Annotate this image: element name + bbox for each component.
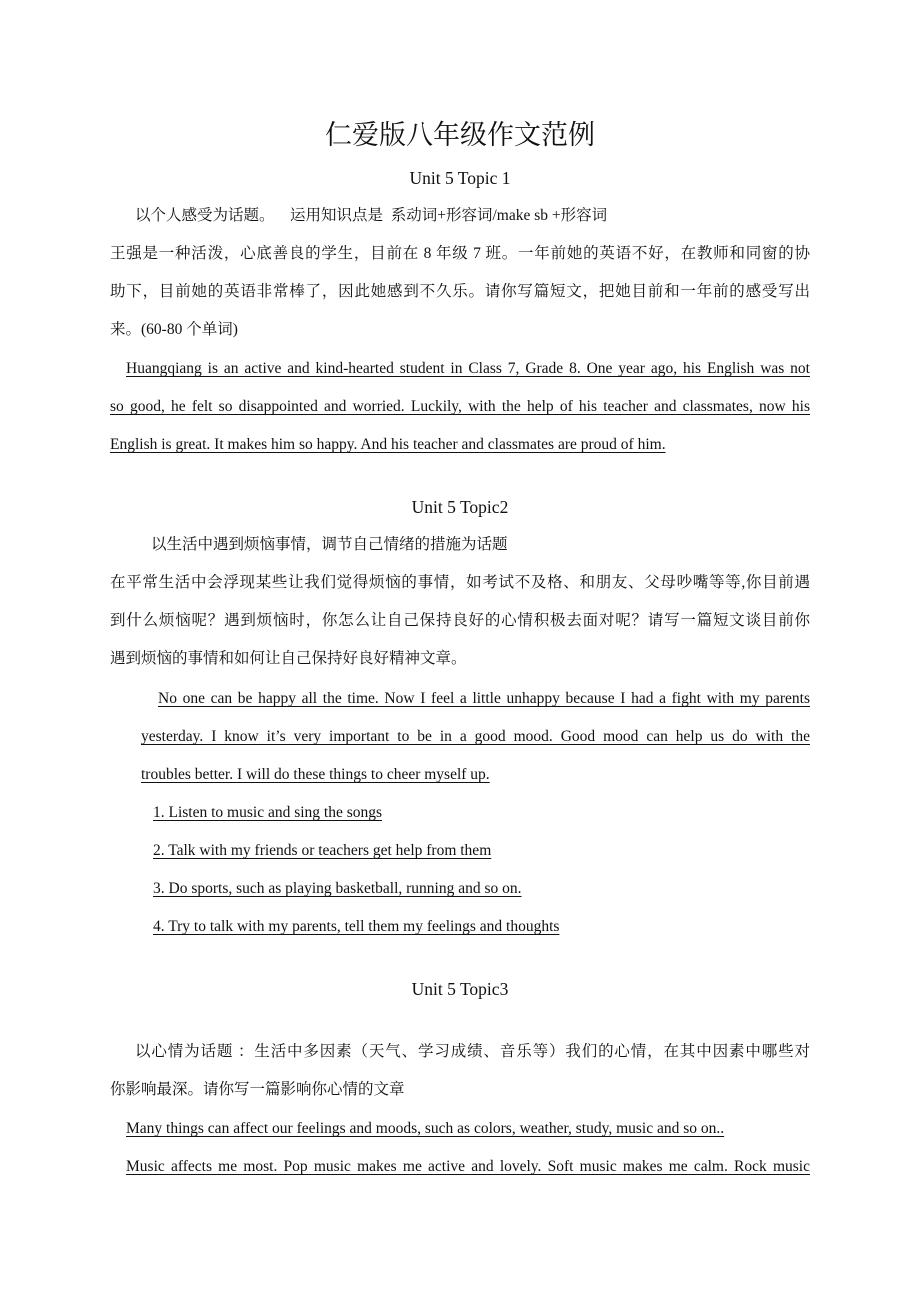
section-heading-unit5-topic1: Unit 5 Topic 1 xyxy=(409,168,511,188)
prompt-line: 遇到烦恼的事情和如何让自己保持好良好精神文章。 xyxy=(110,650,467,667)
list-item: 1. Listen to music and sing the songs xyxy=(153,804,383,821)
topic-line: 以生活中遇到烦恼事情，调节自己情绪的措施为话题 xyxy=(151,536,508,553)
topic-line: 以个人感受为话题。 运用知识点是 系动词+形容词/make sb +形容词 xyxy=(135,207,608,224)
section-heading-unit5-topic2: Unit 5 Topic2 xyxy=(411,497,509,517)
essay-line: Huangqiang is an active and kind-hearted student in Class 7, Grade 8. One year ago, his English was not xyxy=(126,360,810,377)
section-heading-unit5-topic3: Unit 5 Topic3 xyxy=(411,979,509,999)
list-item: 2. Talk with my friends or teachers get help from them xyxy=(153,842,492,859)
prompt-line: 在平常生活中会浮现某些让我们觉得烦恼的事情，如考试不及格、和朋友、父母吵嘴等等,你目前遇 xyxy=(110,574,810,591)
essay-line: No one can be happy all the time. Now I feel a little unhappy because I had a fight with my parents xyxy=(158,690,810,707)
essay-line: Music affects me most. Pop music makes me active and lovely. Soft music makes me calm. Rock music xyxy=(126,1158,810,1175)
prompt-line: 你影响最深。请你写一篇影响你心情的文章 xyxy=(110,1081,405,1098)
page-title: 仁爱版八年级作文范例 xyxy=(325,120,595,150)
essay-line: English is great. It makes him so happy. And his teacher and classmates are proud of him. xyxy=(110,436,666,453)
essay-line: troubles better. I will do these things to cheer myself up. xyxy=(141,766,490,783)
prompt-line: 来。(60-80 个单词) xyxy=(110,321,238,338)
prompt-line: 到什么烦恼呢？遇到烦恼时，你怎么让自己保持良好的心情积极去面对呢？请写一篇短文谈目前你 xyxy=(110,612,810,629)
prompt-line: 以心情为话题 ：生活中多因素（天气、学习成绩、音乐等）我们的心情，在其中因素中哪些对 xyxy=(135,1043,810,1060)
list-item: 3. Do sports, such as playing basketball, running and so on. xyxy=(153,880,522,897)
essay-line: so good, he felt so disappointed and worried. Luckily, with the help of his teacher and classmates, now his xyxy=(110,398,810,415)
essay-line: yesterday. I know it’s very important to be in a good mood. Good mood can help us do with the xyxy=(141,728,810,745)
prompt-line: 助下，目前她的英语非常棒了，因此她感到不久乐。请你写篇短文，把她目前和一年前的感受写出 xyxy=(110,283,810,300)
list-item: 4. Try to talk with my parents, tell them my feelings and thoughts xyxy=(153,918,560,935)
essay-line: Many things can affect our feelings and moods, such as colors, weather, study, music and so on.. xyxy=(126,1120,725,1137)
prompt-line: 王强是一种活泼，心底善良的学生，目前在 8 年级 7 班。一年前她的英语不好，在教师和同窗的协 xyxy=(110,245,810,262)
